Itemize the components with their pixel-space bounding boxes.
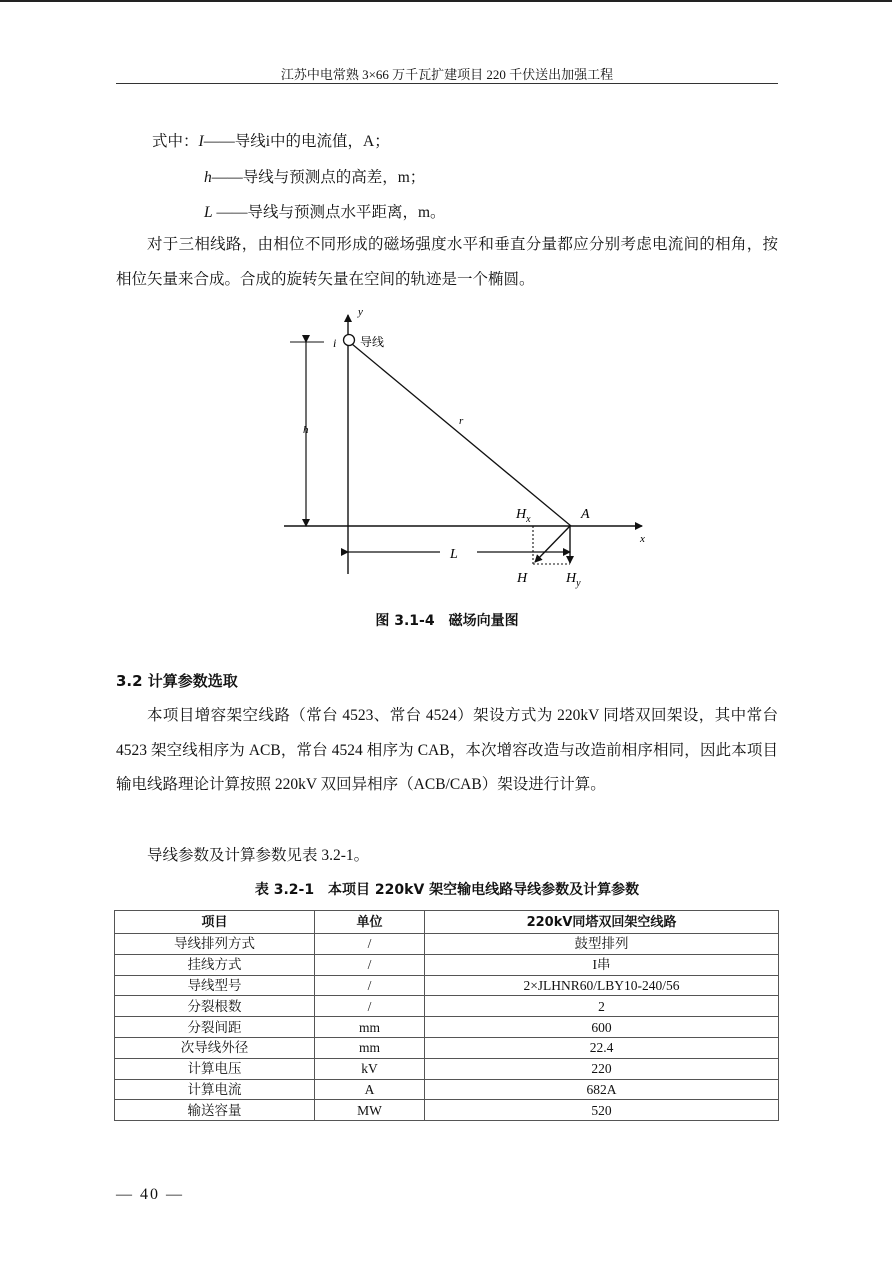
- table-cell: /: [315, 996, 425, 1017]
- table-cell: 导线排列方式: [115, 934, 315, 955]
- paragraph-params-intro: 导线参数及计算参数见表 3.2-1。: [147, 847, 370, 864]
- header-rule: [116, 83, 778, 84]
- table-row: [115, 996, 779, 1017]
- Hx-label: $H_x$: [516, 507, 531, 525]
- r-label: r: [459, 415, 464, 427]
- legend-desc: ——导线i中的电流值，A；: [203, 133, 390, 150]
- r-line: [352, 344, 571, 526]
- table-cell: 22.4: [425, 1037, 779, 1058]
- parameter-table: [114, 910, 779, 1121]
- table-cell: I串: [425, 954, 779, 975]
- H-vector: [535, 526, 570, 562]
- paragraph-three-phase: 对于三相线路，由相位不同形成的磁场强度水平和垂直分量都应分别考虑电流间的相角，按相位矢量来合成。合成的旋转矢量在空间的轨迹是一个椭圆。: [116, 236, 778, 288]
- table-cell: 520: [425, 1100, 779, 1121]
- table-cell: /: [315, 954, 425, 975]
- table-row: [115, 975, 779, 996]
- table-row: [115, 1058, 779, 1079]
- section-heading: 3.2 计算参数选取: [116, 672, 238, 690]
- L-label: L: [450, 547, 458, 562]
- legend-line-L: [204, 200, 446, 222]
- table-row: [115, 954, 779, 975]
- legend-line-h: [204, 165, 425, 187]
- table-cell: 次导线外径: [115, 1037, 315, 1058]
- running-header: 江苏中电常熟 3×66 万千瓦扩建项目 220 千伏送出加强工程: [280, 67, 614, 82]
- page-number: — 40 —: [116, 1186, 184, 1203]
- table-cell: 鼓型排列: [425, 934, 779, 955]
- conductor-circle: [344, 335, 355, 346]
- table-row: [115, 1017, 779, 1038]
- table-cell: 导线型号: [115, 975, 315, 996]
- table-cell: 分裂根数: [115, 996, 315, 1017]
- h-label: h: [303, 424, 309, 436]
- legend-prefix: 式中：: [152, 133, 199, 150]
- table-cell: kV: [315, 1058, 425, 1079]
- column-header: 220kV同塔双回架空线路: [425, 911, 779, 934]
- table-cell: /: [315, 934, 425, 955]
- table-cell: 2×JLHNR60/LBY10-240/56: [425, 975, 779, 996]
- table-cell: 输送容量: [115, 1100, 315, 1121]
- table-cell: 计算电流: [115, 1079, 315, 1100]
- table-cell: 600: [425, 1017, 779, 1038]
- conductor-label: 导线: [360, 335, 385, 349]
- paragraph-project: 本项目增容架空线路（常台 4523、常台 4524）架设方式为 220kV 同塔双回架设，其中常台 4523 架空线相序为 ACB，常台 4524 相序为 CAB，本次增容改造与改造前相序相同，因此本项目输电线路理论计算按照 220kV 双回异相序（ACB/CAB）架设进行计算。: [116, 707, 778, 793]
- H-label: H: [517, 571, 528, 586]
- table-row: [115, 1100, 779, 1121]
- figure-caption: 图 3.1-4 磁场向量图: [375, 613, 519, 629]
- table-cell: 220: [425, 1058, 779, 1079]
- table-cell: A: [315, 1079, 425, 1100]
- legend-symbol: L: [204, 204, 213, 221]
- table-cell: mm: [315, 1017, 425, 1038]
- legend-desc: ——导线与预测点的高差，m；: [211, 169, 426, 186]
- column-header: 项目: [115, 911, 315, 934]
- table-cell: 682A: [425, 1079, 779, 1100]
- Hy-label: $H_y$: [566, 571, 581, 589]
- page-top-border: [0, 0, 892, 2]
- y-axis-label: y: [358, 306, 363, 318]
- legend-desc: ——导线与预测点水平距离，m。: [212, 204, 446, 221]
- table-header-row: [115, 911, 779, 934]
- table-row: [115, 934, 779, 955]
- point-A-label: A: [581, 507, 590, 522]
- table-cell: 2: [425, 996, 779, 1017]
- conductor-i-label: i: [333, 336, 337, 350]
- x-axis-label: x: [640, 533, 645, 545]
- table-cell: MW: [315, 1100, 425, 1121]
- legend-symbol: I: [198, 133, 204, 150]
- table-cell: mm: [315, 1037, 425, 1058]
- legend-line-I: [152, 129, 390, 151]
- table-cell: 计算电压: [115, 1058, 315, 1079]
- table-cell: /: [315, 975, 425, 996]
- table-row: [115, 1079, 779, 1100]
- table-caption: 表 3.2-1 本项目 220kV 架空输电线路导线参数及计算参数: [254, 882, 640, 898]
- legend-symbol: h: [204, 169, 212, 186]
- table-cell: 分裂间距: [115, 1017, 315, 1038]
- column-header: 单位: [315, 911, 425, 934]
- table-cell: 挂线方式: [115, 954, 315, 975]
- magnetic-vector-diagram: [270, 300, 670, 595]
- table-row: [115, 1037, 779, 1058]
